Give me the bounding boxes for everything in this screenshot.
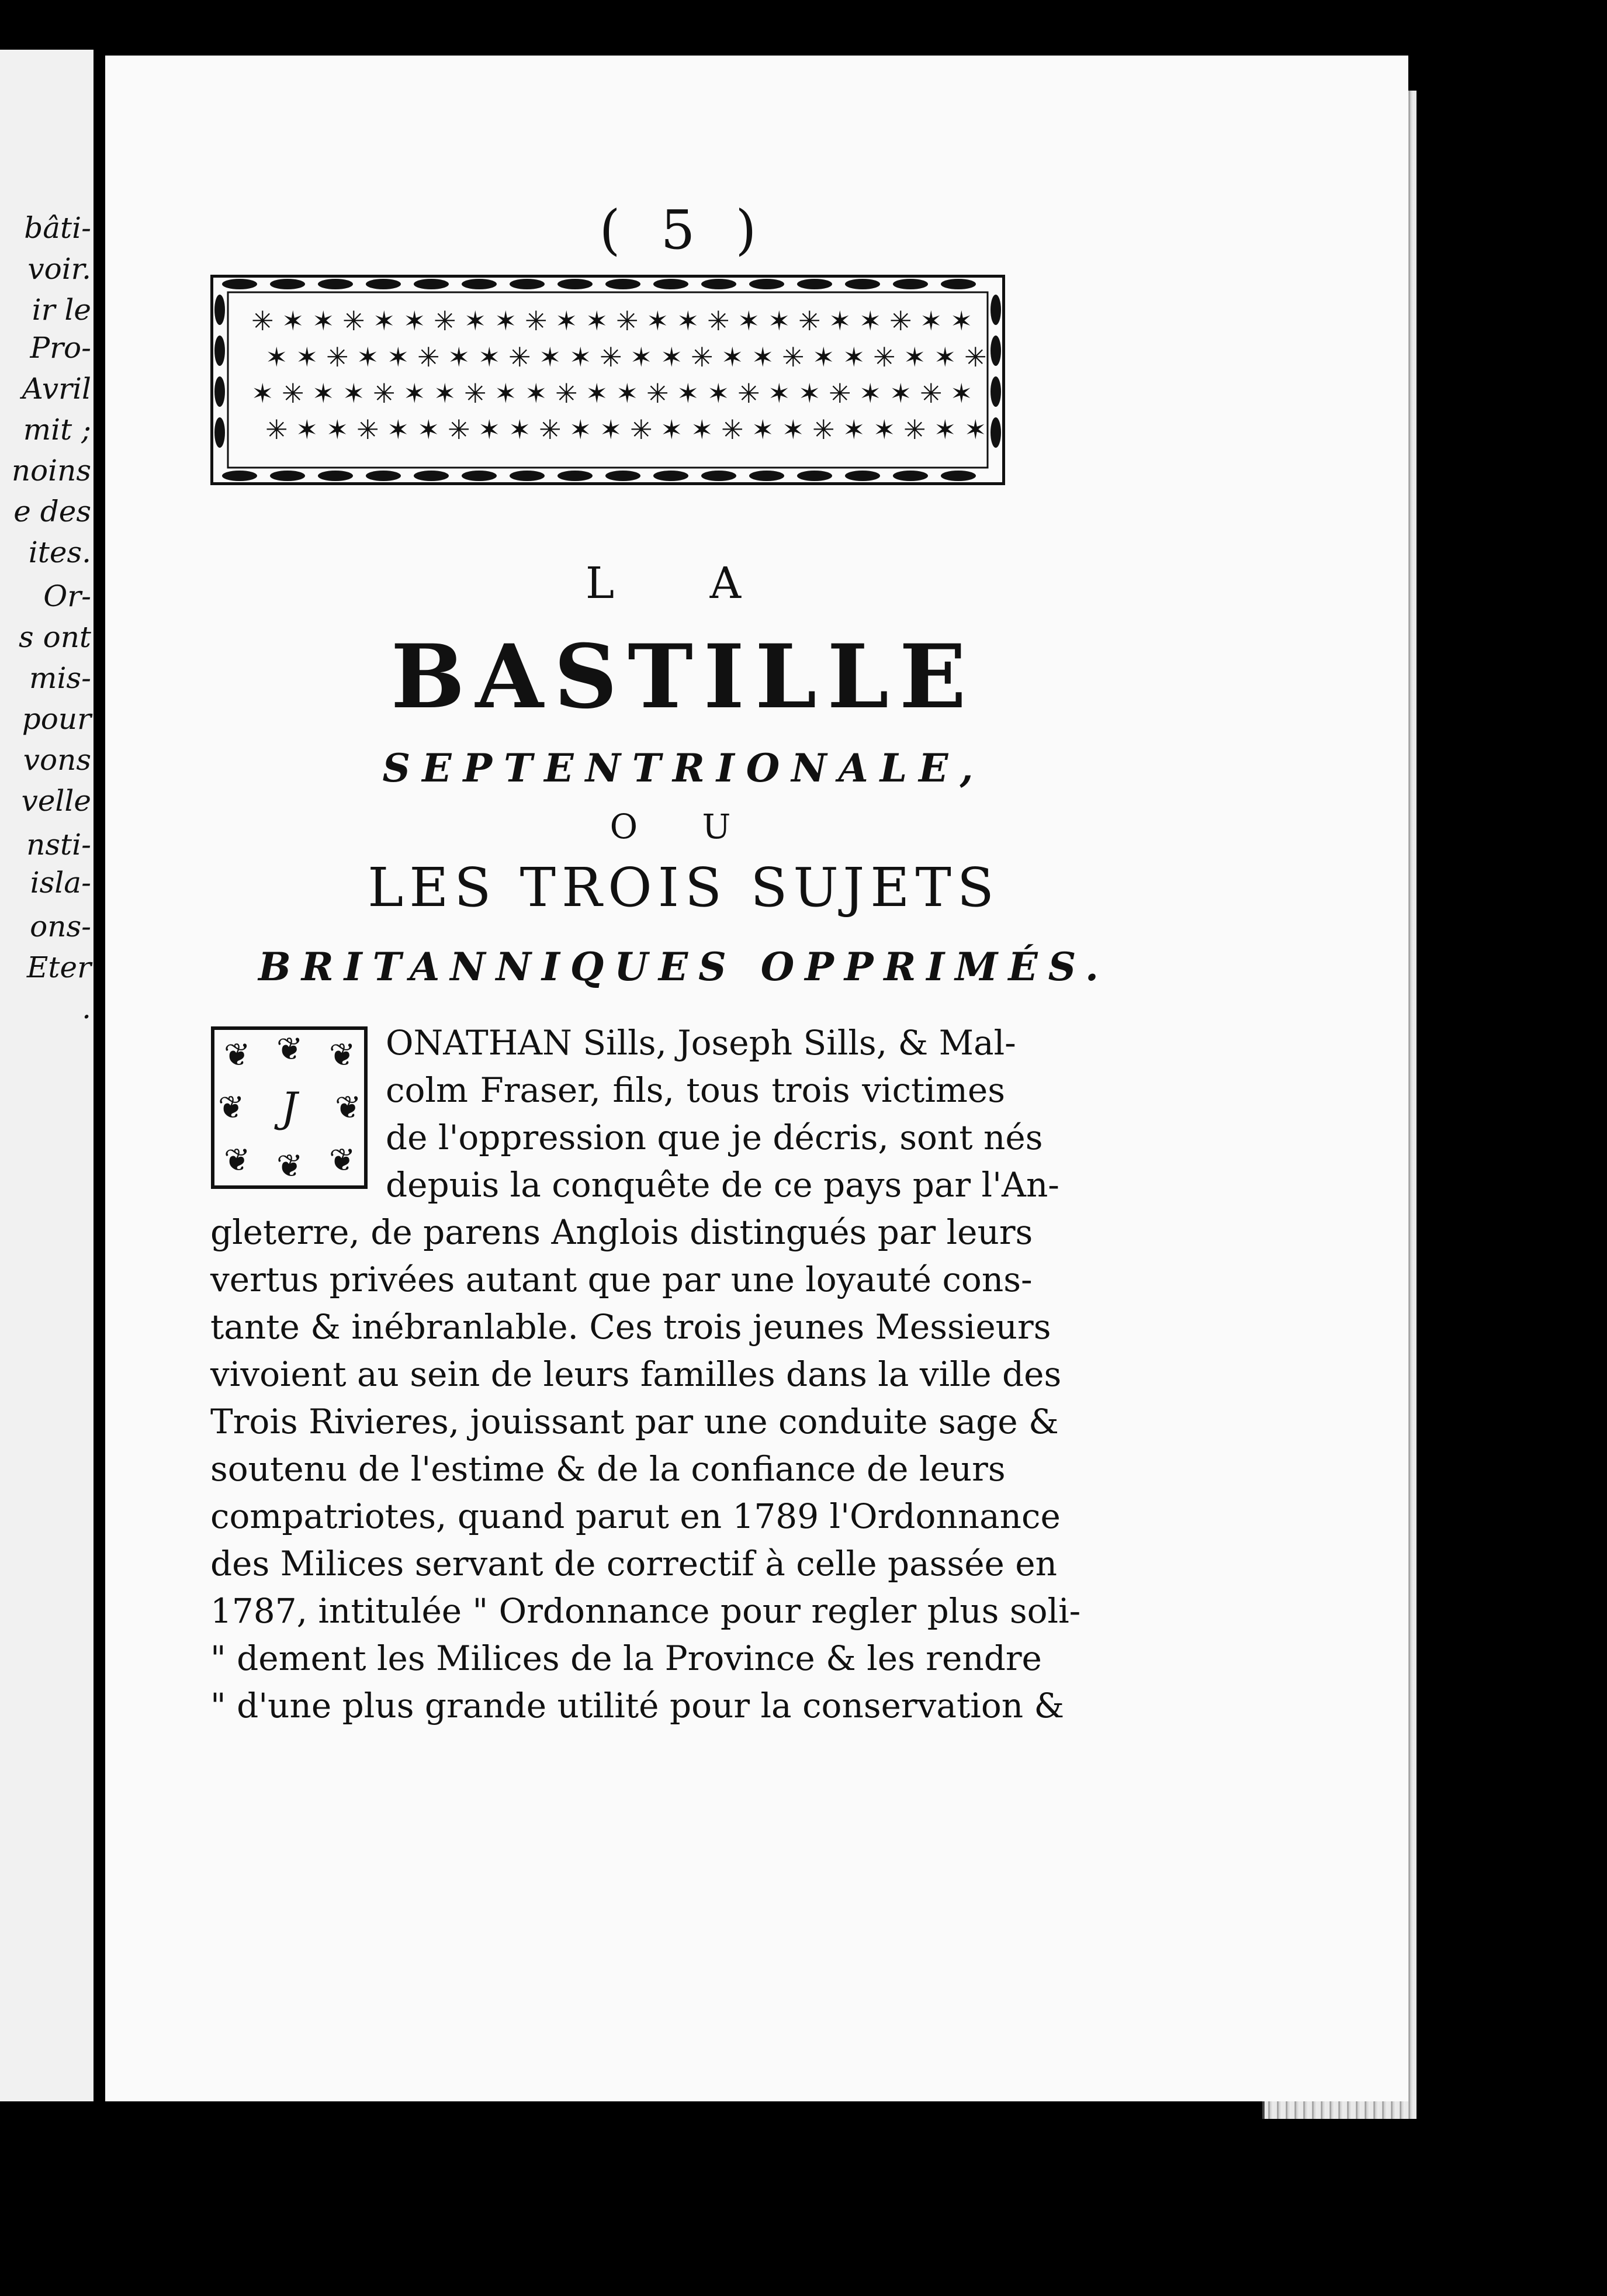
svg-text:✳: ✳ bbox=[600, 341, 622, 373]
svg-text:✳: ✳ bbox=[737, 378, 760, 409]
svg-text:✶: ✶ bbox=[539, 341, 562, 373]
facing-page-line: vons bbox=[23, 743, 91, 777]
svg-text:✶: ✶ bbox=[660, 414, 683, 445]
svg-text:✶: ✶ bbox=[646, 305, 669, 337]
facing-page-line: mit ; bbox=[23, 413, 91, 447]
svg-text:✳: ✳ bbox=[646, 378, 669, 409]
svg-text:✶: ✶ bbox=[616, 378, 639, 409]
svg-text:✳: ✳ bbox=[525, 305, 548, 337]
svg-text:✶: ✶ bbox=[829, 305, 851, 337]
svg-text:✳: ✳ bbox=[829, 378, 851, 409]
title-subtitle: SEPTENTRIONALE, bbox=[382, 745, 985, 791]
svg-text:✶: ✶ bbox=[737, 305, 760, 337]
book-page bbox=[105, 56, 1408, 2101]
svg-text:✳: ✳ bbox=[555, 378, 578, 409]
body-text-line: compatriotes, quand parut en 1789 l'Ordonnance bbox=[210, 1496, 1061, 1536]
svg-text:✶: ✶ bbox=[586, 378, 608, 409]
svg-text:✶: ✶ bbox=[387, 341, 410, 373]
svg-text:✶: ✶ bbox=[677, 305, 699, 337]
svg-text:✶: ✶ bbox=[326, 414, 349, 445]
svg-text:✳: ✳ bbox=[782, 341, 805, 373]
svg-text:✳: ✳ bbox=[798, 305, 821, 337]
svg-text:✶: ✶ bbox=[600, 414, 622, 445]
svg-text:✶: ✶ bbox=[768, 305, 791, 337]
dropcap-letter: J bbox=[280, 1084, 298, 1132]
svg-text:✶: ✶ bbox=[859, 378, 882, 409]
facing-page-line: nsti- bbox=[26, 828, 91, 862]
facing-page-line: s ont bbox=[19, 620, 91, 654]
svg-text:✶: ✶ bbox=[950, 305, 973, 337]
svg-text:❦: ❦ bbox=[224, 1036, 251, 1073]
body-text-line: ONATHAN Sills, Joseph Sills, & Mal- bbox=[386, 1023, 1016, 1063]
facing-page-line: bâti- bbox=[24, 211, 91, 245]
svg-text:✶: ✶ bbox=[356, 341, 379, 373]
svg-text:✶: ✶ bbox=[373, 305, 396, 337]
body-text-line: tante & inébranlable. Ces trois jeunes Messieurs bbox=[210, 1307, 1051, 1347]
svg-text:✶: ✶ bbox=[312, 305, 335, 337]
svg-text:✳: ✳ bbox=[920, 378, 943, 409]
svg-text:✶: ✶ bbox=[448, 341, 470, 373]
svg-text:✶: ✶ bbox=[478, 341, 501, 373]
facing-page-line: e des bbox=[13, 495, 91, 528]
body-text-line: soutenu de l'estime & de la confiance de leurs bbox=[210, 1449, 1006, 1489]
body-text-line: vivoient au sein de leurs familles dans la ville des bbox=[210, 1354, 1062, 1394]
svg-text:✶: ✶ bbox=[691, 414, 714, 445]
svg-text:✳: ✳ bbox=[616, 305, 639, 337]
ornamental-headpiece bbox=[210, 275, 1005, 485]
svg-text:✶: ✶ bbox=[630, 341, 653, 373]
svg-text:✶: ✶ bbox=[569, 414, 592, 445]
svg-text:✶: ✶ bbox=[494, 378, 517, 409]
svg-text:✶: ✶ bbox=[403, 305, 426, 337]
facing-page-line: pour bbox=[22, 702, 91, 736]
svg-text:✳: ✳ bbox=[282, 378, 304, 409]
page-number: ( 5 ) bbox=[599, 199, 768, 261]
svg-text:✶: ✶ bbox=[751, 414, 774, 445]
svg-text:✳: ✳ bbox=[265, 414, 288, 445]
svg-text:✶: ✶ bbox=[707, 378, 730, 409]
body-text-line: des Milices servant de correctif à celle passée en bbox=[210, 1544, 1057, 1583]
svg-text:❦: ❦ bbox=[224, 1142, 251, 1178]
svg-text:✶: ✶ bbox=[903, 341, 926, 373]
svg-text:❦: ❦ bbox=[329, 1036, 356, 1073]
svg-text:✳: ✳ bbox=[508, 341, 531, 373]
svg-text:✶: ✶ bbox=[296, 414, 318, 445]
body-text-line: colm Fraser, fils, tous trois victimes bbox=[386, 1070, 1005, 1110]
svg-text:✳: ✳ bbox=[964, 341, 987, 373]
svg-text:✶: ✶ bbox=[586, 305, 608, 337]
svg-text:✳: ✳ bbox=[373, 378, 396, 409]
svg-text:✳: ✳ bbox=[721, 414, 744, 445]
svg-text:✶: ✶ bbox=[508, 414, 531, 445]
svg-text:✶: ✶ bbox=[478, 414, 501, 445]
facing-page-line: Pro- bbox=[30, 331, 91, 365]
svg-text:✳: ✳ bbox=[691, 341, 714, 373]
svg-text:✶: ✶ bbox=[660, 341, 683, 373]
svg-text:✶: ✶ bbox=[342, 378, 365, 409]
facing-page-line: isla- bbox=[30, 866, 91, 900]
svg-text:✳: ✳ bbox=[464, 378, 487, 409]
svg-text:✶: ✶ bbox=[555, 305, 578, 337]
svg-text:✶: ✶ bbox=[569, 341, 592, 373]
svg-text:✳: ✳ bbox=[873, 341, 896, 373]
svg-text:❦: ❦ bbox=[276, 1031, 303, 1067]
body-text-line: Trois Rivieres, jouissant par une conduite sage & bbox=[210, 1402, 1059, 1441]
title-conjunction: O U bbox=[609, 807, 758, 846]
body-text-line: depuis la conquête de ce pays par l'An- bbox=[386, 1165, 1059, 1205]
svg-text:✶: ✶ bbox=[964, 414, 987, 445]
svg-text:✳: ✳ bbox=[342, 305, 365, 337]
svg-text:✶: ✶ bbox=[782, 414, 805, 445]
svg-text:❦: ❦ bbox=[335, 1089, 362, 1126]
facing-page-line: . bbox=[82, 991, 91, 1025]
body-text-line: " d'une plus grande utilité pour la conservation & bbox=[210, 1686, 1065, 1726]
svg-text:✶: ✶ bbox=[934, 414, 957, 445]
ornamental-dropcap bbox=[210, 1026, 368, 1190]
body-text-line: " dement les Milices de la Province & les rendre bbox=[210, 1638, 1042, 1678]
svg-text:✶: ✶ bbox=[525, 378, 548, 409]
svg-text:✳: ✳ bbox=[356, 414, 379, 445]
body-text-line: vertus privées autant que par une loyauté cons- bbox=[210, 1260, 1033, 1299]
svg-text:✶: ✶ bbox=[403, 378, 426, 409]
svg-text:❦: ❦ bbox=[218, 1089, 245, 1126]
svg-text:✶: ✶ bbox=[464, 305, 487, 337]
svg-text:✶: ✶ bbox=[296, 341, 318, 373]
svg-text:✳: ✳ bbox=[707, 305, 730, 337]
facing-page-line: ir le bbox=[32, 293, 91, 327]
svg-text:✶: ✶ bbox=[265, 341, 288, 373]
facing-page-line: Eter bbox=[26, 950, 91, 984]
facing-page-line: mis- bbox=[29, 661, 91, 695]
svg-text:✶: ✶ bbox=[751, 341, 774, 373]
facing-page-line: Or- bbox=[43, 579, 91, 613]
svg-text:✶: ✶ bbox=[768, 378, 791, 409]
svg-text:✳: ✳ bbox=[251, 305, 274, 337]
facing-page-line: velle bbox=[21, 784, 91, 818]
svg-text:✳: ✳ bbox=[539, 414, 562, 445]
facing-page-line: ites. bbox=[28, 535, 91, 569]
svg-text:✶: ✶ bbox=[843, 341, 865, 373]
facing-page-line: voir. bbox=[27, 252, 91, 286]
svg-text:✶: ✶ bbox=[889, 378, 912, 409]
title-secondary-subtitle: BRITANNIQUES OPPRIMÉS. bbox=[258, 944, 1109, 990]
svg-text:✶: ✶ bbox=[859, 305, 882, 337]
svg-text:✳: ✳ bbox=[630, 414, 653, 445]
title-article: L A bbox=[585, 558, 782, 608]
facing-page bbox=[0, 50, 93, 2101]
svg-text:✳: ✳ bbox=[326, 341, 349, 373]
svg-text:✳: ✳ bbox=[417, 341, 440, 373]
svg-text:✶: ✶ bbox=[434, 378, 456, 409]
svg-text:✶: ✶ bbox=[873, 414, 896, 445]
svg-text:✶: ✶ bbox=[312, 378, 335, 409]
title-secondary: LES TROIS SUJETS bbox=[368, 856, 1000, 919]
svg-text:✶: ✶ bbox=[934, 341, 957, 373]
svg-text:✶: ✶ bbox=[494, 305, 517, 337]
body-text-line: de l'oppression que je décris, sont nés bbox=[386, 1118, 1043, 1157]
svg-text:✳: ✳ bbox=[889, 305, 912, 337]
svg-text:✳: ✳ bbox=[903, 414, 926, 445]
svg-text:❦: ❦ bbox=[276, 1147, 303, 1184]
svg-text:✶: ✶ bbox=[843, 414, 865, 445]
title-main: BASTILLE bbox=[390, 625, 977, 728]
svg-text:✳: ✳ bbox=[434, 305, 456, 337]
svg-text:✳: ✳ bbox=[812, 414, 835, 445]
body-text-line: 1787, intitulée " Ordonnance pour regler plus soli- bbox=[210, 1591, 1081, 1631]
svg-text:❦: ❦ bbox=[329, 1142, 356, 1178]
svg-text:✶: ✶ bbox=[920, 305, 943, 337]
svg-text:✶: ✶ bbox=[251, 378, 274, 409]
facing-page-line: noins bbox=[11, 454, 91, 487]
svg-text:✶: ✶ bbox=[812, 341, 835, 373]
svg-text:✶: ✶ bbox=[282, 305, 304, 337]
body-text-line: gleterre, de parens Anglois distingués par leurs bbox=[210, 1212, 1033, 1252]
svg-text:✶: ✶ bbox=[417, 414, 440, 445]
facing-page-line: ons- bbox=[30, 910, 91, 943]
facing-page-line: Avril bbox=[22, 372, 91, 406]
svg-text:✶: ✶ bbox=[721, 341, 744, 373]
svg-text:✶: ✶ bbox=[677, 378, 699, 409]
svg-text:✶: ✶ bbox=[798, 378, 821, 409]
svg-text:✳: ✳ bbox=[448, 414, 470, 445]
svg-text:✶: ✶ bbox=[950, 378, 973, 409]
svg-text:✶: ✶ bbox=[387, 414, 410, 445]
